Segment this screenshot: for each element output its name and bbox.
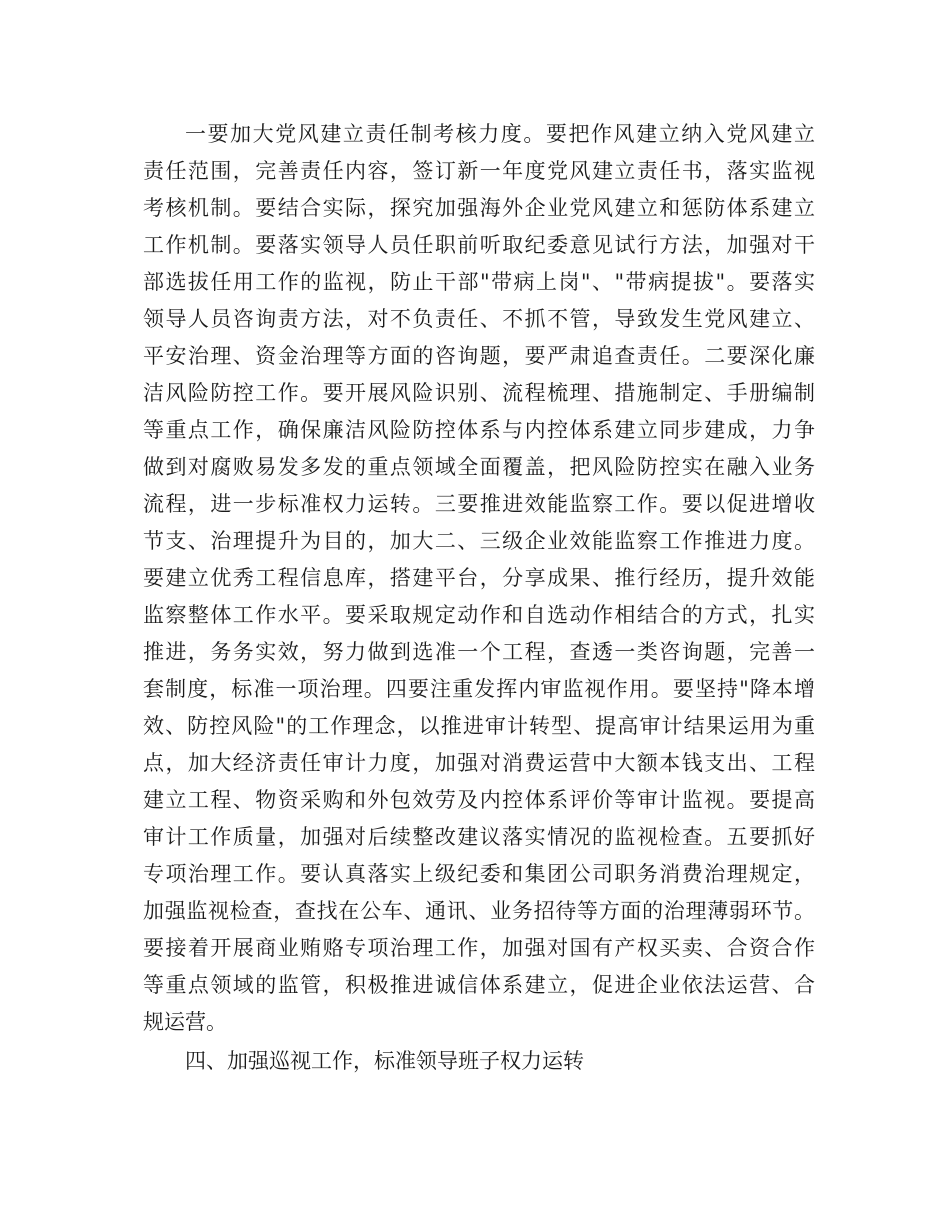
paragraph-line: 一要加大党风建立责任制考核力度。要把作风建立纳入党风建立 <box>185 122 815 146</box>
paragraph-line: 规运营。 <box>143 1010 227 1034</box>
paragraph-line: 考核机制。要结合实际，探究加强海外企业党风建立和惩防体系建立 <box>143 196 815 220</box>
paragraph-line: 要接着开展商业贿赂专项治理工作，加强对国有产权买卖、合资合作 <box>143 936 815 960</box>
paragraph-line: 审计工作质量，加强对后续整改建议落实情况的监视检查。五要抓好 <box>143 825 815 849</box>
paragraph-line: 建立工程、物资采购和外包效劳及内控体系评价等审计监视。要提高 <box>143 788 815 812</box>
paragraph-line: 等重点工作，确保廉洁风险防控体系与内控体系建立同步建成，力争 <box>143 418 815 442</box>
paragraph-line: 洁风险防控工作。要开展风险识别、流程梳理、措施制定、手册编制 <box>143 381 815 405</box>
paragraph-line: 专项治理工作。要认真落实上级纪委和集团公司职务消费治理规定， <box>143 862 815 886</box>
paragraph-line: 节支、治理提升为目的，加大二、三级企业效能监察工作推进力度。 <box>143 529 815 553</box>
paragraph-line: 监察整体工作水平。要采取规定动作和自选动作相结合的方式，扎实 <box>143 603 815 627</box>
body-text <box>143 116 815 1080</box>
paragraph-line: 工作机制。要落实领导人员任职前听取纪委意见试行方法，加强对干 <box>143 233 815 257</box>
paragraph-line: 流程，进一步标准权力运转。三要推进效能监察工作。要以促进增收 <box>143 492 815 516</box>
paragraph-line: 责任范围，完善责任内容，签订新一年度党风建立责任书，落实监视 <box>143 159 815 183</box>
paragraph-line: 部选拔任用工作的监视，防止干部"带病上岗"、"带病提拔"。要落实 <box>143 270 815 294</box>
section-heading: 四、加强巡视工作，标准领导班子权力运转 <box>185 1049 584 1073</box>
paragraph-line: 领导人员咨询责方法，对不负责任、不抓不管，导致发生党风建立、 <box>143 307 815 331</box>
paragraph-line: 效、防控风险"的工作理念，以推进审计转型、提高审计结果运用为重 <box>143 714 815 738</box>
paragraph-line: 要建立优秀工程信息库，搭建平台，分享成果、推行经历，提升效能 <box>143 566 815 590</box>
paragraph-line: 平安治理、资金治理等方面的咨询题，要严肃追查责任。二要深化廉 <box>143 344 815 368</box>
paragraph-line: 点，加大经济责任审计力度，加强对消费运营中大额本钱支出、工程 <box>143 751 815 775</box>
paragraph-line: 套制度，标准一项治理。四要注重发挥内审监视作用。要坚持"降本增 <box>143 677 815 701</box>
paragraph-line: 等重点领域的监管，积极推进诚信体系建立，促进企业依法运营、合 <box>143 973 815 997</box>
paragraph-line: 做到对腐败易发多发的重点领域全面覆盖，把风险防控实在融入业务 <box>143 455 815 479</box>
paragraph-line: 推进，务务实效，努力做到选准一个工程，查透一类咨询题，完善一 <box>143 640 815 664</box>
paragraph-line: 加强监视检查，查找在公车、通讯、业务招待等方面的治理薄弱环节。 <box>143 899 815 923</box>
